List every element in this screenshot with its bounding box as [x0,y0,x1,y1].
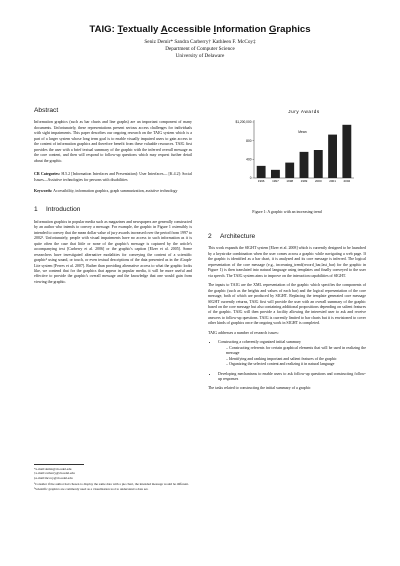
x-tick-label: 1996 [257,179,265,184]
footnote-4: ¹Consider if the author had chosen to display the same data with a pie chart, the intended message would be different. [34,482,189,487]
architecture-para-2: The inputs to TAIG are the XML representation of the graphic which specifies the components of the graphic (such as the heights and values of each bar) and the logical representation of the core message, both of which are produced by SIGHT. Replacing the template generated core message SIGHT currently returns, TAIG first will provide the user with an overall summary of the graphic based on the core message but also containing additional propositions depending on salient features of the graphic. TAIG will then provide a facility allowing the interested user to ask and receive answers to follow-up questions. TAIG is currently limited to bar charts but it is envisioned to cover other kinds of graphics once the ongoing work in SIGHT is completed. [208,282,366,326]
x-tick-label: 2000 [314,179,322,184]
footnote-1: *e-mail:demir@cis.udel.edu [34,467,72,471]
abstract-heading: Abstract [34,107,59,114]
keywords-text: Accessibility, information graphics, graph summarization, assistive technology [53,187,178,193]
chart-annotation: Mean [298,130,307,134]
bar [328,135,337,178]
figure-caption: Figure 1: A graphic with an increasing trend [252,209,322,214]
intro-title: Introduction [46,206,81,214]
university: University of Delaware [175,53,225,60]
architecture-number: 2 [208,233,212,240]
y-tick-label: 0 [249,176,252,181]
sub-list [218,345,366,367]
architecture-title: Architecture [220,233,256,240]
footnote-2: †e-mail:carberry@cis.udel.edu [34,471,75,476]
bar [271,170,280,178]
footnote-3: ‡e-mail:mccoy@cis.udel.edu [34,475,73,480]
keywords-label: Keywords: [34,187,53,193]
footnotes [34,464,192,491]
intro-heading [34,207,192,212]
footnote-rule [34,464,84,465]
list-item: • Developing mechanisms to enable users to ask follow-up questions and constructing follow-up responses [218,371,366,382]
bar [257,166,266,178]
list-item: – Identifying and ranking important and salient features of the graphic [226,356,366,361]
architecture-para-3: TAIG addresses a number of research issues: [208,329,279,335]
abstract-body: Information graphics (such as bar charts and line graphs) are an important component of many documents. Unfortunately, these representations present serious access challenges for individuals with sight impairments. This paper describes our ongoing research on the TAIG system which is a part of a larger system whose long term goal is to enable visually impaired users to gain access to the content of information graphics and therefore benefit from these valuable resources. TAIG first provides the user with a brief textual summary of the graphic with the inferred overall message as the core content, and then will respond to follow-up questions which may request further detail about the graphic. [34,119,192,163]
x-tick-label: 1998 [286,179,294,184]
author-names: Seniz Demir* Sandra Carberry† Kathleen F. McCoy‡ [144,39,256,45]
left-column [34,108,192,288]
list-item: – Constructing referents for certain graphical elements that will be used in realizing the message [226,345,366,356]
bar [314,150,323,178]
paper-title: TAIG: Textually Accessible Information Graphics [89,24,311,35]
architecture-para-1: This work expands the SIGHT system [Elzer et al. 2008] which is currently designed to be launched by a keystroke combination when the user comes across a graphic while navigating a web page. If the graphic is identified as a bar chart, it is analyzed and its core message is inferred. The logical representation of the core message (e.g., increasing_trend(record_bar,last_bar) for the graphic in Figure 1) is then translated into natural language using templates and finally conveyed to the user via speech. The TAIG system aims to improve on the interaction capabilities of SIGHT. [208,245,366,278]
chart-title: Jury Awards [288,109,320,114]
author-block [0,39,400,61]
bar [285,163,294,178]
right-column [208,234,366,395]
architecture-heading [208,234,366,239]
list-item: – Organizing the selected content and realizing it in natural language [226,361,366,366]
jury-awards-chart [218,108,358,192]
keywords [34,188,192,193]
intro-body: Information graphics in popular media such as magazines and newspapers are generally constructed by an author who intends to convey a message. For example, the graphic in Figure 1 ostensibly is intended to convey that the mean dollar value of jury awards increased over the period from 1997 to 2002¹. Unfortunately, people with visual impairments have no access to such information as it is quite often the case that little or none of the graphic's message is captured by the article's accompanying text [Carberry et al. 2006] or the graphic's caption [Elzer et al. 2005]. Some researchers have investigated alternative modalities for conveying the content of a scientific graphic² using sound, or touch, or even textual descriptions of the data presented as in the iGraph-Lite system [Ferres et al. 2007]. Rather than providing alternative access to what the graphic looks like, we contend that for the graphics that appear in popular media, it will be more useful and effective to provide the graphic's overall message and the knowledge that one would gain from viewing the graphic. [34,218,192,284]
y-tick-label: $1,200,000 [235,120,252,125]
architecture-para-4: The tasks related to constructing the initial summary of a graphic [208,385,311,391]
footnote-5: ²Scientific graphics are commonly used as a visualization tool to understand a data set. [34,486,149,491]
x-tick-label: 2002 [343,179,351,184]
cr-label: CR Categories: [34,171,61,177]
cr-text: H.5.2 [Information Interfaces and Presentation]: User Interfaces— [K.4.2]: Social Issues—Assistive technologies for persons with disabilities [34,171,192,182]
x-tick-label: 1999 [300,179,308,184]
bar [300,152,309,178]
list-item: • Constructing a coherently organized initial summary – Constructing referents for certain graphical elements that will be used in realizing the message – Identifying and ranking important and salient features of the graphic – Organizing the selected content and realizing it in natural language [218,339,366,366]
department: Department of Computer Science [165,46,235,53]
cr-categories [34,171,192,182]
research-issues-list [208,339,366,381]
y-tick-label: 400 [246,157,252,162]
x-tick-label: 2001 [329,179,336,184]
intro-number: 1 [34,206,38,214]
x-tick-label: 1997 [272,179,279,184]
bar [342,125,351,178]
y-tick-label: 800 [246,138,252,143]
